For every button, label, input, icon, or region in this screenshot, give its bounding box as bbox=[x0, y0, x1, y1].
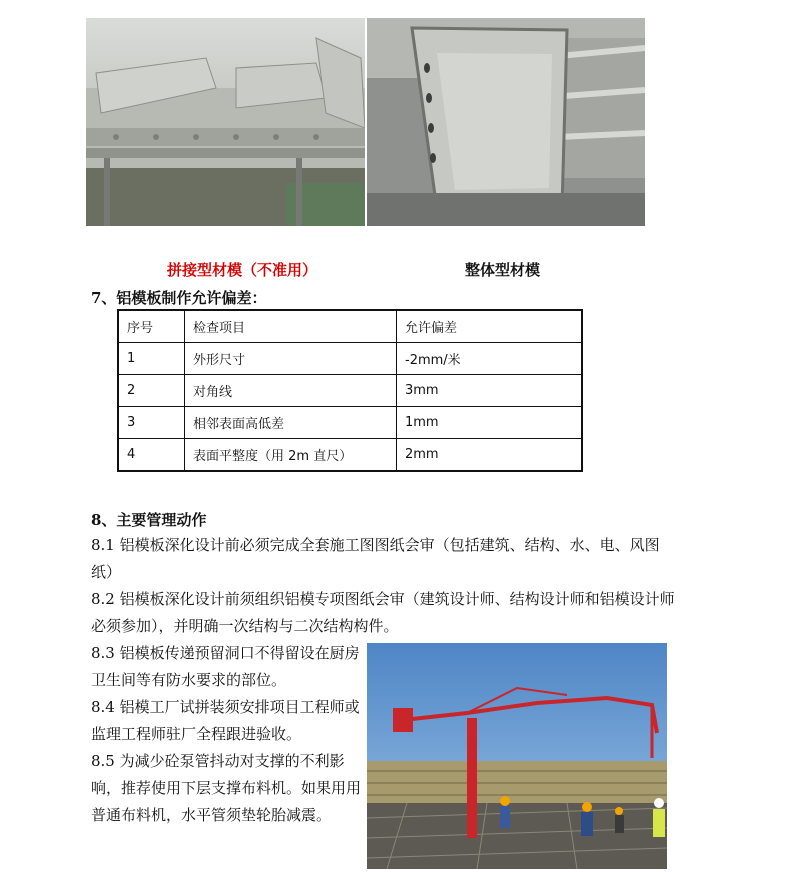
table-header-row bbox=[118, 310, 582, 343]
paragraph-8-5: 8.5 为减少砼泵管抖动对支撑的不利影响，推荐使用下层支撑布料机。如果用用普通布料机，水平管须垫轮胎减震。 bbox=[91, 752, 362, 824]
table-cell: 1 bbox=[118, 343, 185, 375]
table-cell: 外形尺寸 bbox=[185, 343, 397, 375]
paragraph-8-1: 8.1 铝模板深化设计前必须完成全套施工图图纸会审（包括建筑、结构、水、电、风图纸） bbox=[91, 536, 660, 581]
table-row bbox=[118, 439, 582, 472]
table-cell: 表面平整度（用 2m 直尺） bbox=[185, 439, 397, 472]
integral-formwork-photo bbox=[367, 18, 645, 226]
spliced-formwork-photo bbox=[86, 18, 365, 226]
table-row bbox=[118, 407, 582, 439]
table-cell: 2 bbox=[118, 375, 185, 407]
table-cell: 对角线 bbox=[185, 375, 397, 407]
paragraph-8-3: 8.3 铝模板传递预留洞口不得留设在厨房卫生间等有防水要求的部位。 bbox=[91, 644, 360, 689]
header-cell: 序号 bbox=[118, 310, 185, 343]
table-cell: 4 bbox=[118, 439, 185, 472]
table-cell: 3 bbox=[118, 407, 185, 439]
table-cell: 2mm bbox=[397, 439, 583, 472]
table-row bbox=[118, 343, 582, 375]
caption-integral-formwork: 整体型材模 bbox=[465, 261, 541, 279]
placing-boom-photo bbox=[367, 643, 667, 869]
table-cell: 3mm bbox=[397, 375, 583, 407]
section-7-heading: 7、铝模板制作允许偏差： bbox=[91, 289, 267, 307]
table-cell: 相邻表面高低差 bbox=[185, 407, 397, 439]
caption-spliced-formwork: 拼接型材模（不准用） bbox=[167, 261, 318, 279]
paragraph-8-2: 8.2 铝模板深化设计前须组织铝模专项图纸会审（建筑设计师、结构设计师和铝模设计师必须参加），并明确一次结构与二次结构构件。 bbox=[91, 590, 675, 635]
tolerance-table bbox=[117, 309, 583, 472]
table-cell: -2mm/米 bbox=[397, 343, 583, 375]
header-cell: 允许偏差 bbox=[397, 310, 583, 343]
header-cell: 检查项目 bbox=[185, 310, 397, 343]
table-row bbox=[118, 375, 582, 407]
table-cell: 1mm bbox=[397, 407, 583, 439]
section-8-heading: 8、主要管理动作 bbox=[91, 511, 207, 529]
paragraph-8-4: 8.4 铝模工厂试拼装须安排项目工程师或监理工程师驻厂全程跟进验收。 bbox=[91, 698, 360, 743]
